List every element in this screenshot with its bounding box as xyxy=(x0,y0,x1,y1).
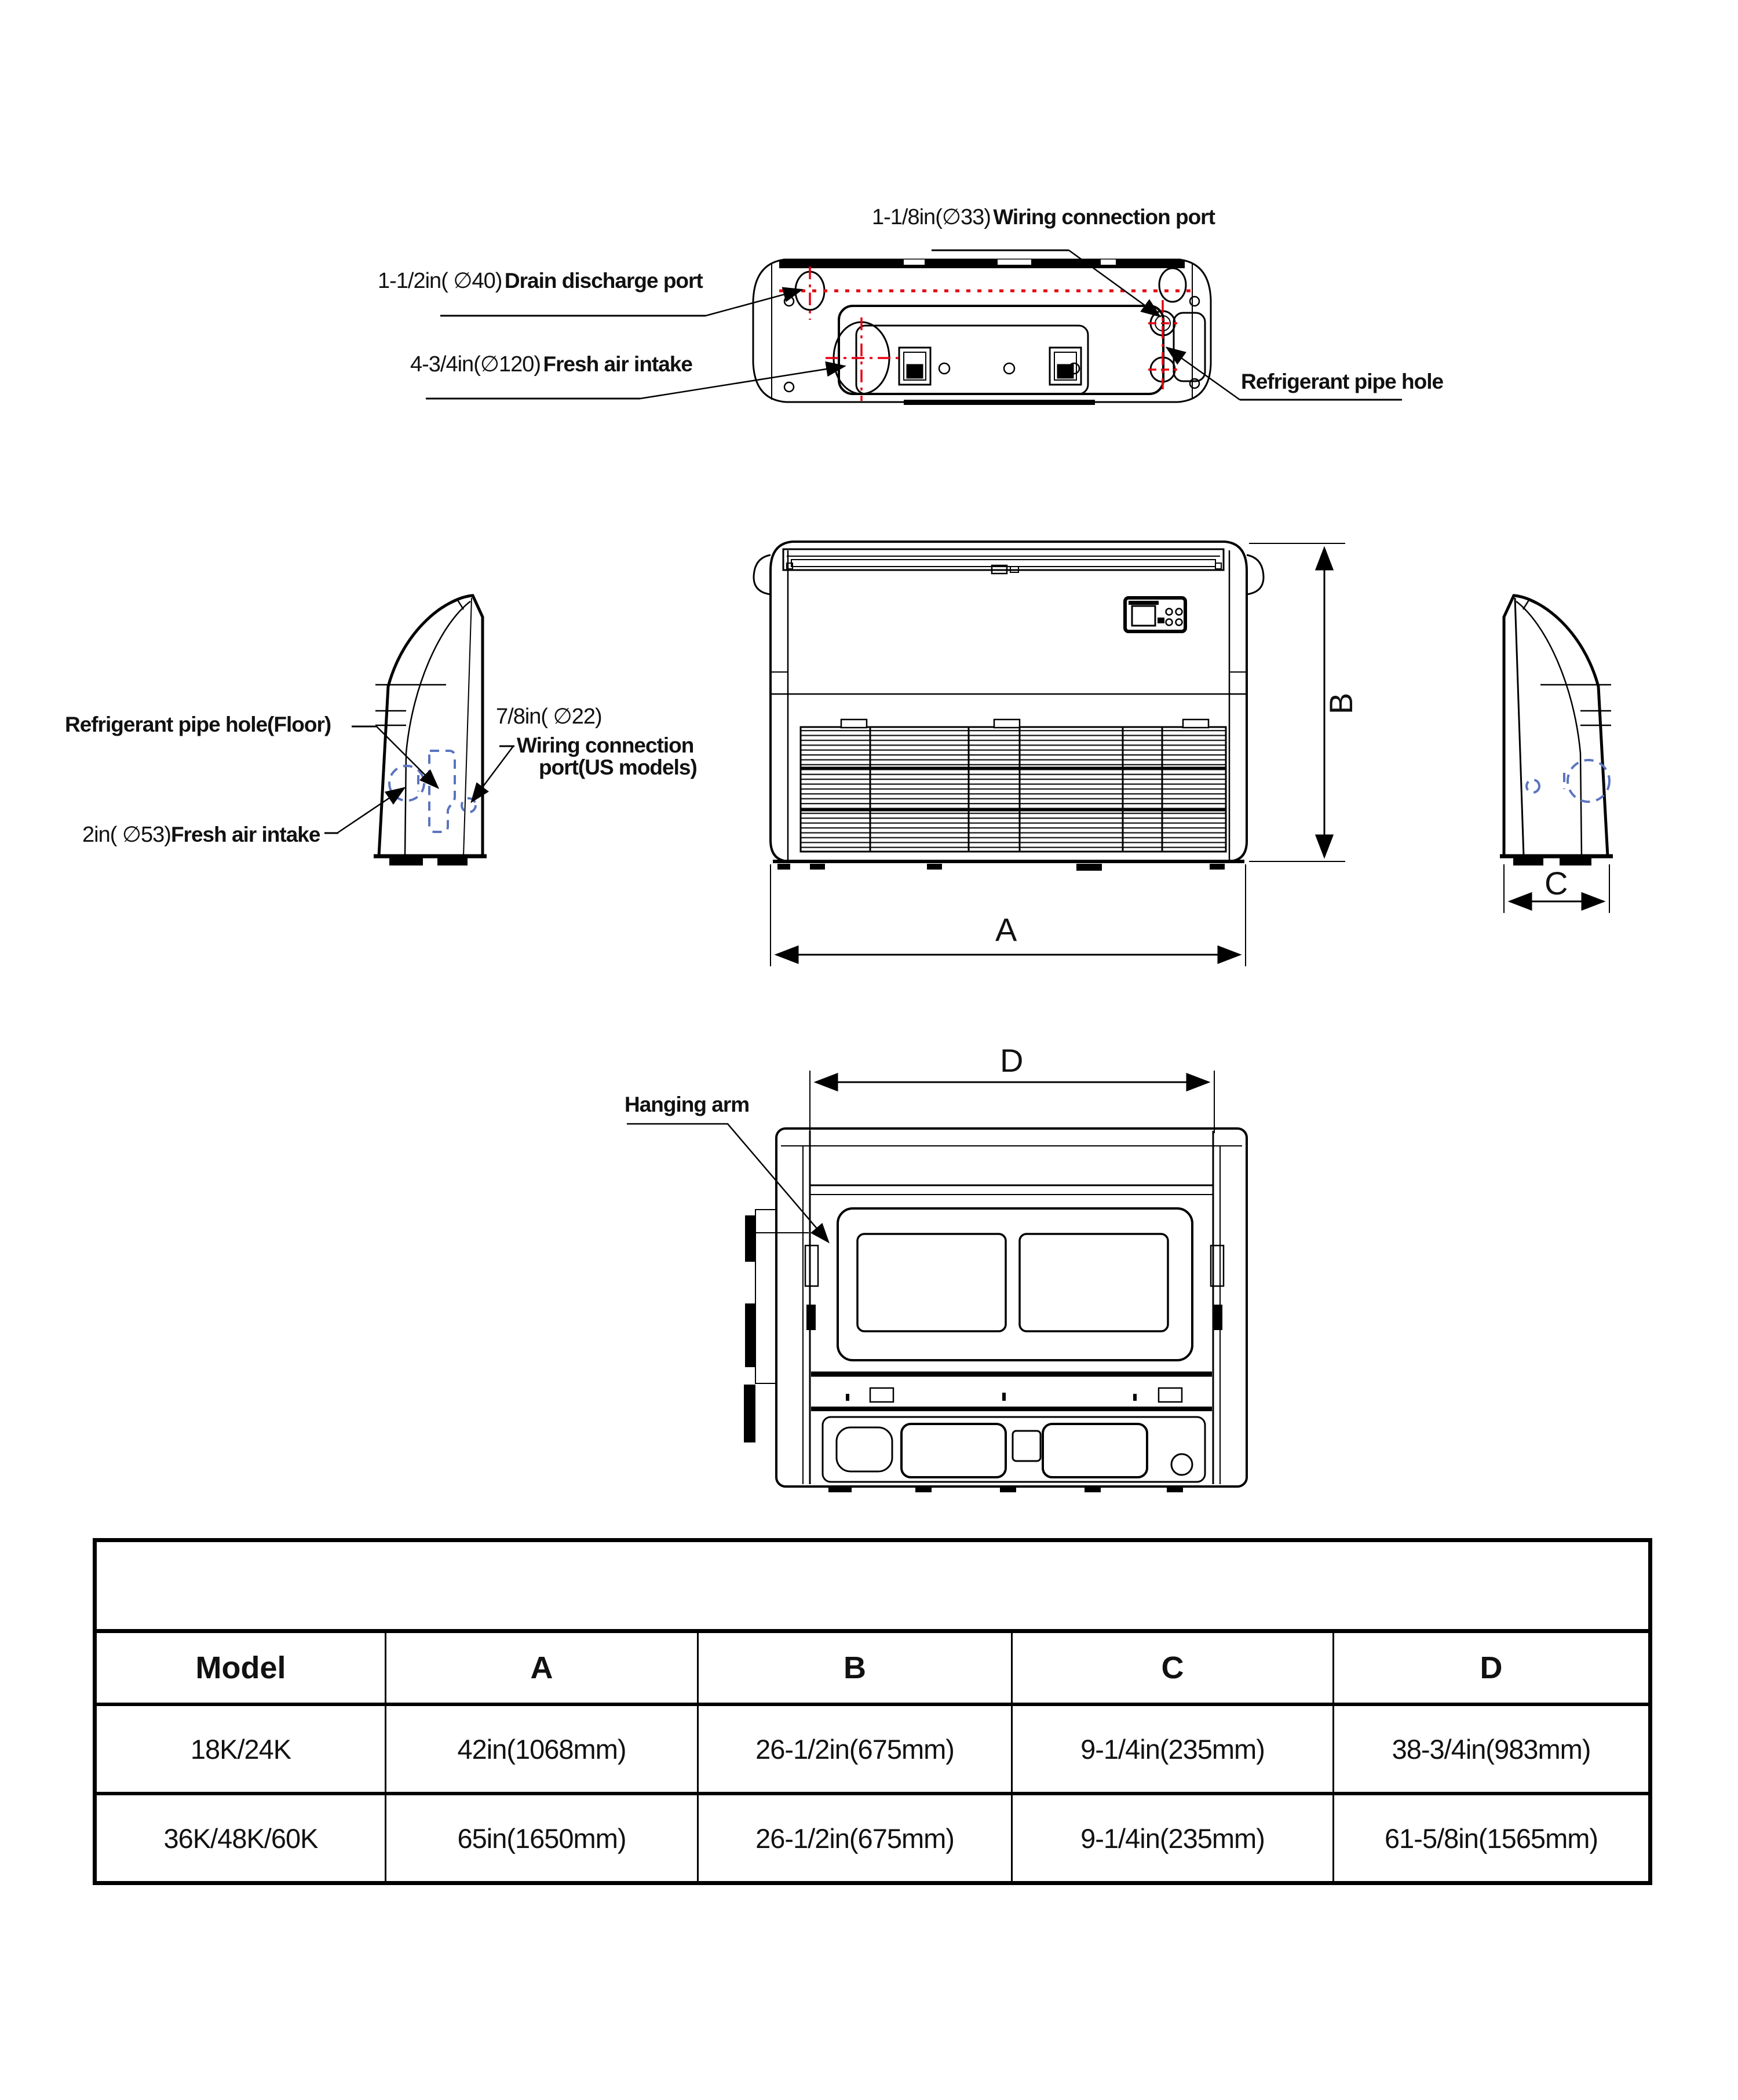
wiring-us-name-line2: port(US models) xyxy=(539,755,697,779)
table-blank-cell xyxy=(95,1540,1651,1631)
dimension-d xyxy=(810,1071,1214,1133)
dim-letter-a: A xyxy=(995,911,1017,948)
callout-wiring-us-dimension xyxy=(496,703,602,729)
callout-refrigerant-floor xyxy=(65,713,331,737)
b-cell: 26-1/2in(675mm) xyxy=(698,1704,1012,1794)
drain-port-name: Drain discharge port xyxy=(504,269,703,293)
dim-letter-d: D xyxy=(1000,1042,1024,1079)
c-cell: 9-1/4in(235mm) xyxy=(1012,1794,1334,1883)
callout-drain-port xyxy=(378,268,703,294)
callout-fresh-air-top xyxy=(410,351,692,377)
drain-port-dimension: 1-1/2in( ∅40) xyxy=(378,269,502,293)
col-header-a: A xyxy=(386,1631,698,1705)
knockout-markings-right xyxy=(1527,760,1609,802)
refrigerant-pipe-hole-name: Refrigerant pipe hole xyxy=(1241,370,1444,393)
callout-hanging-arm xyxy=(625,1093,749,1117)
knockout-markings xyxy=(389,751,476,832)
table-blank-row xyxy=(95,1540,1651,1631)
wiring-port-name: Wiring connection port xyxy=(993,205,1215,229)
d-cell: 38-3/4in(983mm) xyxy=(1334,1704,1651,1794)
table-header-row xyxy=(95,1631,1651,1705)
model-cell: 18K/24K xyxy=(95,1704,386,1794)
callout-wiring-port-top xyxy=(872,204,1215,230)
col-header-model: Model xyxy=(95,1631,386,1705)
d-cell: 61-5/8in(1565mm) xyxy=(1334,1794,1651,1883)
c-cell: 9-1/4in(235mm) xyxy=(1012,1704,1334,1794)
front-view xyxy=(754,542,1264,871)
col-header-d: D xyxy=(1334,1631,1651,1705)
right-side-view xyxy=(1500,596,1613,865)
model-cell: 36K/48K/60K xyxy=(95,1794,386,1883)
dim-letter-b: B xyxy=(1323,692,1360,715)
fresh-air-top-dimension: 4-3/4in(∅120) xyxy=(410,352,541,377)
intake-grille xyxy=(801,720,1226,852)
table-row xyxy=(95,1704,1651,1794)
callout-refrigerant-pipe-hole xyxy=(1241,370,1443,394)
col-header-b: B xyxy=(698,1631,1012,1705)
wiring-us-name-line1: Wiring connection xyxy=(517,733,694,757)
callout-wiring-us-line2 xyxy=(539,755,697,780)
a-cell: 42in(1068mm) xyxy=(386,1704,698,1794)
dim-letter-c: C xyxy=(1545,865,1568,901)
control-panel xyxy=(1125,598,1185,631)
rear-view xyxy=(627,1124,1247,1492)
dimensions-table xyxy=(93,1538,1652,1885)
wiring-us-dimension: 7/8in( ∅22) xyxy=(496,704,602,729)
b-cell: 26-1/2in(675mm) xyxy=(698,1794,1012,1883)
fresh-air-top-name: Fresh air intake xyxy=(543,352,692,376)
wiring-port-dimension: 1-1/8in(∅33) xyxy=(872,205,991,229)
hanging-arm-name: Hanging arm xyxy=(625,1093,750,1116)
table-row xyxy=(95,1794,1651,1883)
callout-wiring-us-line1 xyxy=(517,733,693,758)
hanging-arm-leader xyxy=(627,1124,828,1242)
callout-fresh-air-side xyxy=(82,821,320,848)
fresh-air-side-name: Fresh air intake xyxy=(170,823,320,846)
fresh-air-side-dimension: 2in( ∅53) xyxy=(82,823,171,847)
refrigerant-floor-name: Refrigerant pipe hole(Floor) xyxy=(65,713,331,736)
col-header-c: C xyxy=(1012,1631,1334,1705)
a-cell: 65in(1650mm) xyxy=(386,1794,698,1883)
left-side-view xyxy=(324,596,514,865)
